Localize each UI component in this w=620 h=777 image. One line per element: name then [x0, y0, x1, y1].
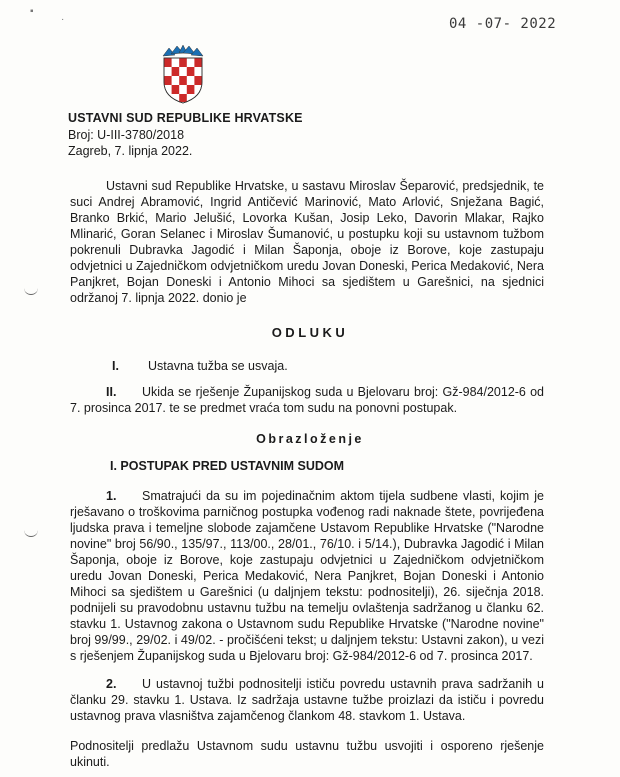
paragraph-number: 1.	[106, 489, 117, 503]
case-number: Broj: U-III-3780/2018	[68, 128, 185, 142]
closing-paragraph: Podnositelji predlažu Ustavnom sudu ustavnu tužbu usvojiti i osporeno rješenje ukinuti.	[70, 739, 544, 769]
decision-title: ODLUKU	[271, 325, 349, 340]
paragraph-number: 2.	[106, 677, 117, 691]
croatian-coat-of-arms-icon	[160, 44, 206, 104]
margin-mark	[24, 286, 38, 295]
paragraph-text: Smatrajući da su im pojedinačnim aktom tijela sudbene vlasti, kojim je rješavano o troškovima parničnog postupka vođenog radi naknade štete, povrijeđena ljudska prava i temeljne slobode zajamčene Ustavom Republike Hrvatske ("Narodne novine" broj 56/90., 135/97., 113/00., 28/01., 76/10. i 5/14.), Dubravka Jagodić i Milan Šaponja, oboje iz Borove, koje zastupaju odvjetnici u Zajedničkom odvjetničkom uredu Jovan Doneski, Perica Medaković, Nera Panjkret, Bojan Doneski i Antonio Mihoci sa sjedištem u Garešnici (u daljnjem tekstu: podnositelji), 26. siječnja 2018. podnijeli su pravodobnu ustavnu tužbu na temelju ovlaštenja sadržanog u članku 62. stavku 1. Ustavnog zakona o Ustavnom sudu Republike Hrvatske ("Narodne novine" broj 99/99., 29/02. i 49/02. - pročišćeni tekst; u daljnjem tekstu: Ustavni zakon), u vezi s rješenjem Županijskog suda u Bjelovaru broj: Gž-984/2012-6 od 7. prosinca 2017.	[70, 489, 544, 663]
court-name: USTAVNI SUD REPUBLIKE HRVATSKE	[68, 111, 303, 125]
decision-item-number: I.	[112, 359, 119, 373]
reasoning-title: Obrazloženje	[256, 432, 364, 446]
decision-item-text: Ustavna tužba se usvaja.	[148, 359, 288, 373]
decision-item-number: II.	[106, 385, 117, 399]
place-and-date: Zagreb, 7. lipnja 2022.	[68, 144, 193, 158]
intro-paragraph: Ustavni sud Republike Hrvatske, u sastavu Miroslav Šeparović, predsjednik, te suci Andrej Abramović, Ingrid Antičević Marinović, Mato Arlović, Snježana Bagić, Branko Brkić, Mario Jelušić, Lovorka Kušan, Josip Leko, Davorin Mlakar, Rajko Mlinarić, Goran Selanec i Miroslav Šumanović, u postupku koji su ustavnom tužbom pokrenuli Dubravka Jagodić i Milan Šaponja, oboje iz Borove, koje zastupaju odvjetnici u Zajedničkom odvjetničkom uredu Jovan Doneski, Perica Medaković, Nera Panjkret, Bojan Doneski i Antonio Mihoci sa sjedištem u Garešnici, na sjednici održanoj 7. lipnja 2022. donio je	[70, 179, 544, 305]
decision-item-text: Ukida se rješenje Županijskog suda u Bjelovaru broj: Gž-984/2012-6 od 7. prosinca 2017. te se predmet vraća tom sudu na ponovni postupak.	[70, 385, 544, 415]
received-date-stamp: 04 -07- 2022	[449, 16, 557, 32]
paragraph-text: U ustavnoj tužbi podnositelji ističu povredu ustavnih prava sadržanih u članku 29. stavku 1. Ustava. Iz sadržaja ustavne tužbe proizlazi da ističu i povredu ustavnog prava vlasništva zajamčenog člankom 48. stavkom 1. Ustava.	[70, 677, 544, 723]
section-heading: I. POSTUPAK PRED USTAVNIM SUDOM	[110, 459, 345, 473]
decision-item	[70, 384, 544, 416]
scan-mark: ·	[61, 14, 65, 25]
reasoning-paragraph	[70, 676, 544, 724]
scan-mark: ▪	[30, 6, 34, 17]
margin-mark	[24, 528, 38, 537]
reasoning-paragraph	[70, 488, 544, 664]
decision-item	[112, 358, 544, 374]
